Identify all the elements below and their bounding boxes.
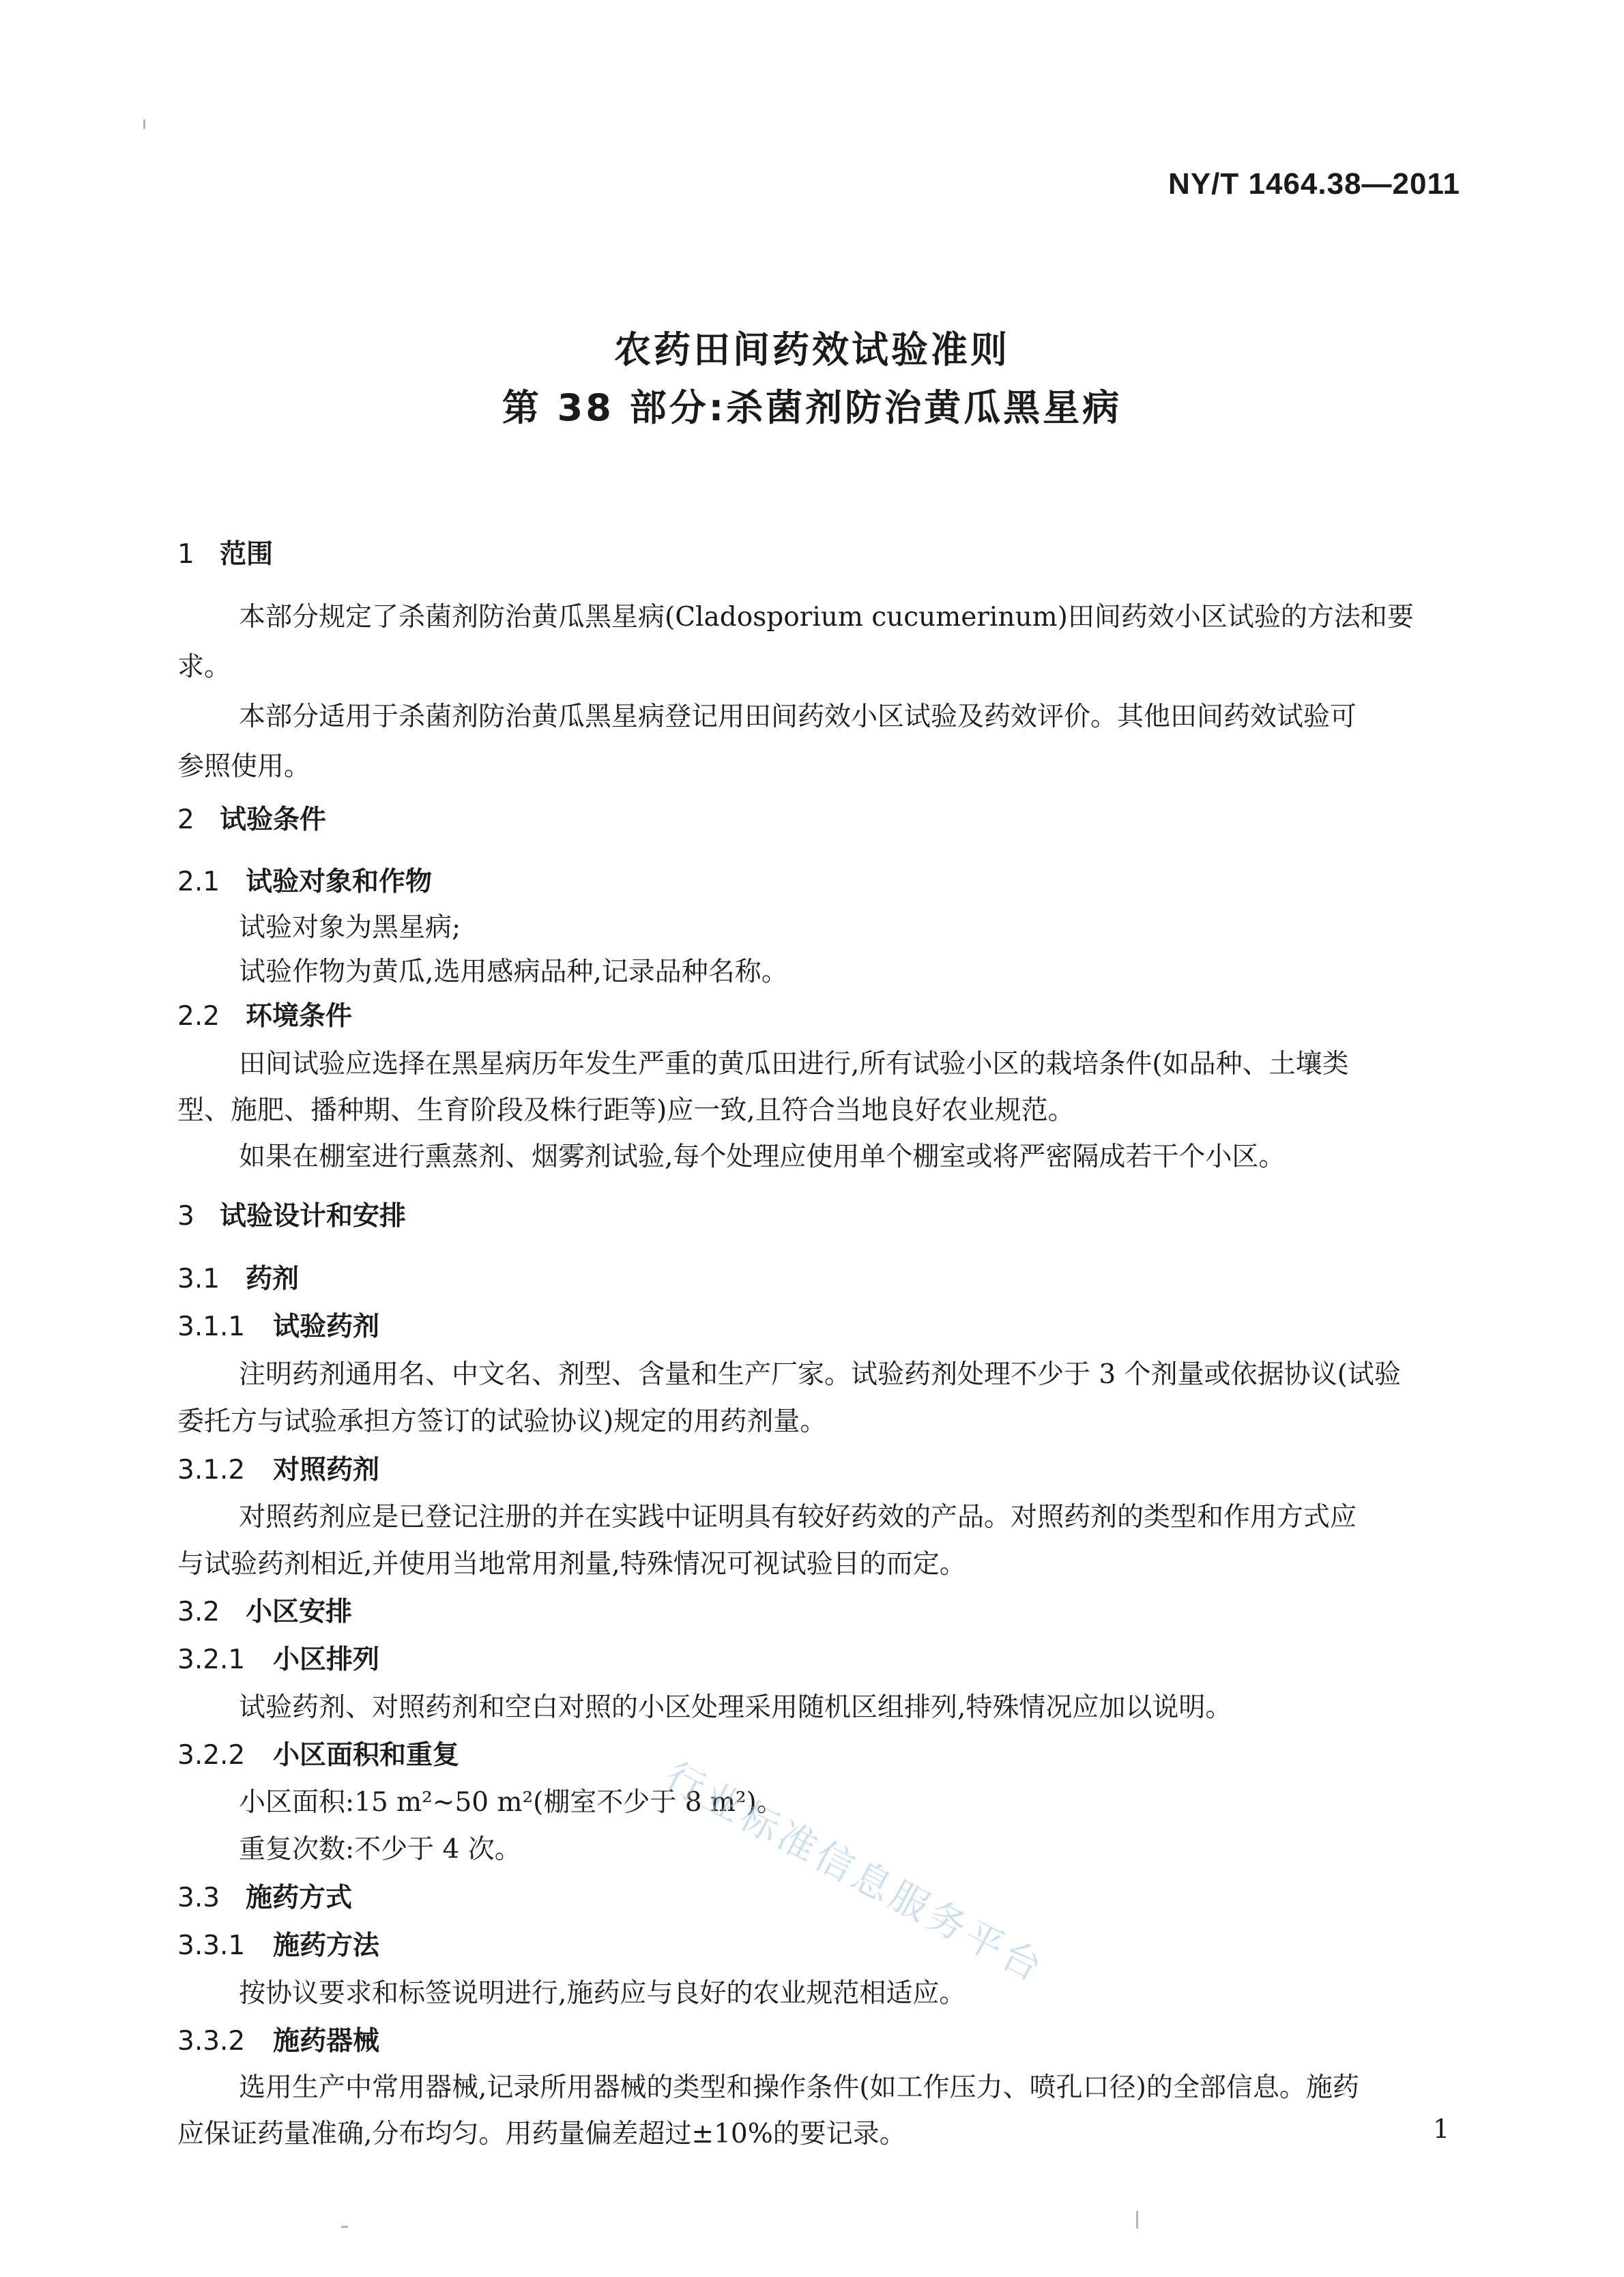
subsection-heading-3-3-2 [177,2028,379,2055]
section-number: 3.2.2 [177,1740,246,1771]
section-title: 试验设计和安排 [220,1201,407,1232]
section-number: 3.1.1 [177,1311,246,1342]
section-number: 2 [177,804,194,835]
section-title: 小区排列 [273,1644,380,1675]
paragraph-line: 重复次数:不少于 4 次。 [239,1834,521,1865]
section-number: 3 [177,1201,194,1232]
section-title: 试验对象和作物 [246,867,433,897]
subsection-heading-3-3-1 [177,1932,379,1959]
section-number: 2.1 [177,867,220,897]
section-number: 3.3.2 [177,2026,246,2057]
scan-speck [143,119,145,129]
paragraph-line: 如果在棚室进行熏蒸剂、烟雾剂试验,每个处理应使用单个棚室或将严密隔成若干个小区。 [239,1142,1286,1172]
paragraph-line: 试验药剂、对照药剂和空白对照的小区处理采用随机区组排列,特殊情况应加以说明。 [239,1692,1232,1723]
paragraph-line: 小区面积:15 m²~50 m²(棚室不少于 8 m²)。 [239,1787,783,1818]
section-title: 药剂 [246,1264,300,1294]
paragraph-line: 按协议要求和标签说明进行,施药应与良好的农业规范相适应。 [239,1978,966,2009]
paragraph-line: 田间试验应选择在黑星病历年发生严重的黄瓜田进行,所有试验小区的栽培条件(如品种、土壤类 [239,1049,1349,1079]
section-number: 1 [177,539,194,570]
section-title: 施药器械 [273,2026,380,2057]
document-title: 农药田间药效试验准则 [614,328,1010,371]
subsection-heading-3-3 [177,1885,352,1911]
section-heading-3 [177,1203,406,1230]
section-title: 施药方式 [246,1883,353,1913]
section-title: 施药方法 [273,1930,380,1961]
section-number: 3.3.1 [177,1930,246,1961]
subsection-heading-3-1-2 [177,1457,379,1483]
section-title: 对照药剂 [273,1455,380,1485]
paragraph-line: 应保证药量准确,分布均匀。用药量偏差超过±10%的要记录。 [177,2119,906,2149]
paragraph-line: 试验对象为黑星病; [239,912,461,943]
subsection-heading-2-2 [177,1003,352,1030]
paragraph-line: 委托方与试验承担方签订的试验协议)规定的用药剂量。 [177,1406,827,1437]
section-number: 2.2 [177,1001,220,1032]
page-number: 1 [1433,2114,1450,2144]
section-title: 小区面积和重复 [273,1740,460,1771]
paragraph-line: 型、施肥、播种期、生育阶段及株行距等)应一致,且符合当地良好农业规范。 [177,1095,1075,1126]
scan-speck [341,2226,348,2228]
paragraph-line: 求。 [177,652,231,682]
section-number: 3.2.1 [177,1644,246,1675]
section-title: 试验药剂 [273,1311,380,1342]
section-number: 3.1.2 [177,1455,246,1485]
paragraph-line: 参照使用。 [177,751,311,782]
section-number: 3.1 [177,1264,220,1294]
subsection-heading-2-1 [177,869,432,895]
section-title: 小区安排 [246,1597,353,1627]
subsection-heading-3-2-2 [177,1742,459,1769]
subsection-heading-3-1-1 [177,1311,380,1342]
standard-code: NY/T 1464.38—2011 [1168,167,1460,201]
paragraph-line: 本部分规定了杀菌剂防治黄瓜黑星病(Cladosporium cucumerinum)田间药效小区试验的方法和要 [239,602,1414,633]
paragraph-line: 与试验药剂相近,并使用当地常用剂量,特殊情况可视试验目的而定。 [177,1549,966,1580]
section-heading-2 [177,804,327,835]
paragraph-line: 对照药剂应是已登记注册的并在实践中证明具有较好药效的产品。对照药剂的类型和作用方式应 [239,1502,1357,1533]
paragraph-line: 注明药剂通用名、中文名、剂型、含量和生产厂家。试验药剂处理不少于 3 个剂量或依据协议(试验 [239,1359,1401,1390]
section-heading-1 [177,541,273,568]
paragraph-line: 本部分适用于杀菌剂防治黄瓜黑星病登记用田间药效小区试验及药效评价。其他田间药效试验可 [239,701,1357,732]
section-title: 环境条件 [246,1001,353,1032]
paragraph-line: 试验作物为黄瓜,选用感病品种,记录品种名称。 [239,957,788,987]
watermark: 行业标准信息服务平台 [657,1754,1052,1992]
subsection-heading-3-1 [177,1266,299,1292]
section-number: 3.3 [177,1883,220,1913]
paragraph-line: 选用生产中常用器械,记录所用器械的类型和操作条件(如工作压力、喷孔口径)的全部信息。施药 [239,2072,1359,2103]
subsection-heading-3-2 [177,1599,352,1625]
document-subtitle: 第 38 部分:杀菌剂防治黄瓜黑星病 [502,386,1122,429]
section-title: 范围 [220,539,274,570]
subsection-heading-3-2-1 [177,1644,380,1675]
section-title: 试验条件 [220,804,327,835]
scan-speck [1136,2211,1138,2229]
section-number: 3.2 [177,1597,220,1627]
